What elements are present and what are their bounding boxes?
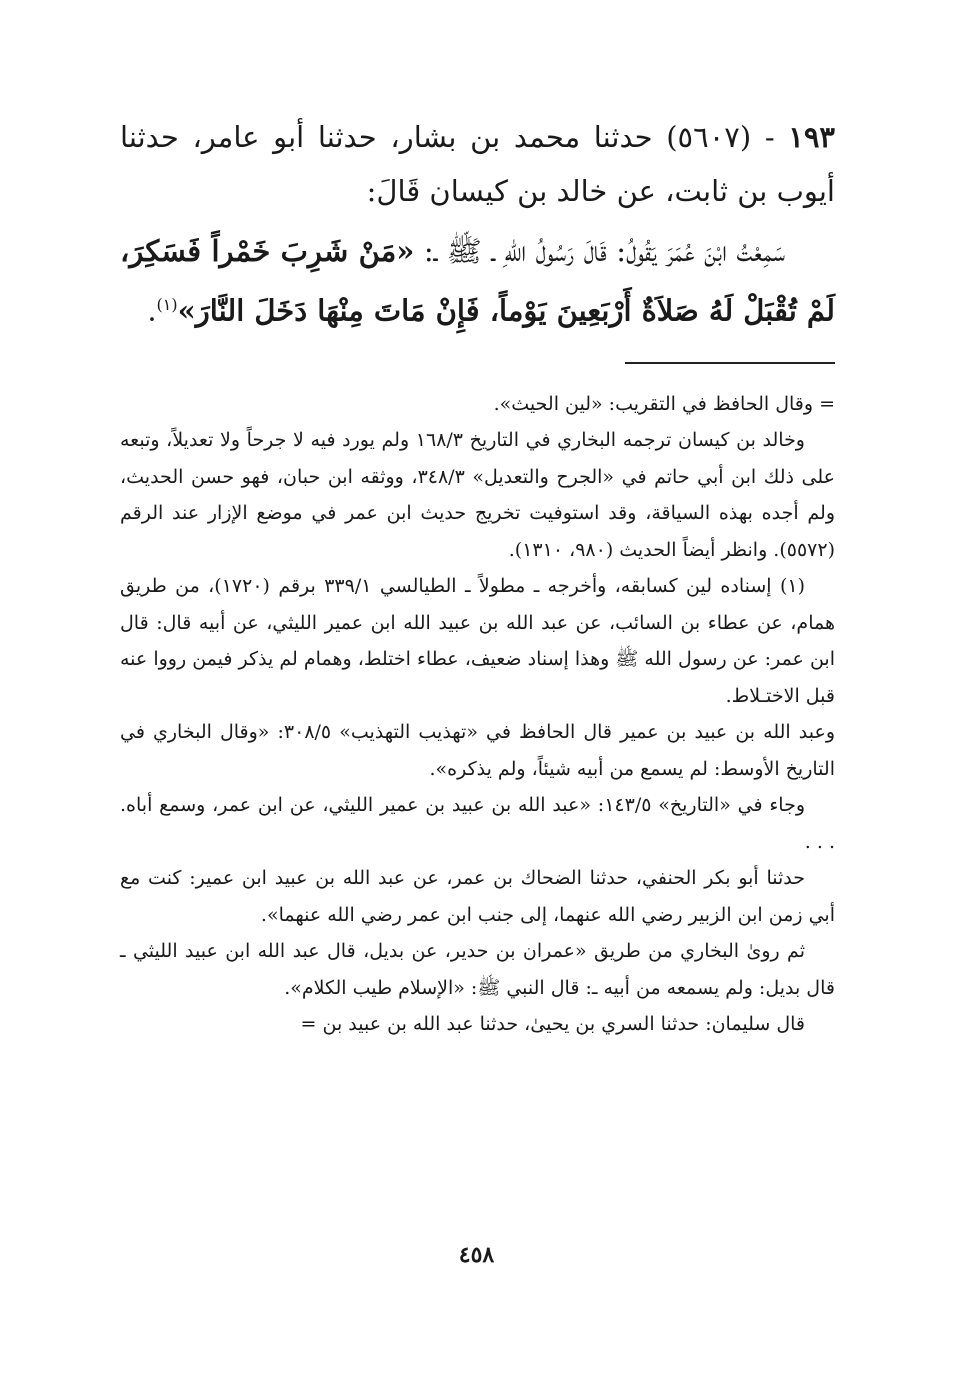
hadith-isnad: - (٥٦٠٧) حدثنا محمد بن بشار، حدثنا أبو عامر، حدثنا أيوب بن ثابت، عن خالد بن كيسان قَالَ: [120,120,835,208]
footnote-paragraph: قال سليمان: حدثنا السري بن يحيىٰ، حدثنا عبد الله بن عبيد بن = [300,1013,805,1036]
footnote-paragraph: وعبد الله بن عبيد بن عمير قال الحافظ في «تهذيب التهذيب» ٣٠٨/٥: «وقال البخاري في التاريخ الأوسط: لم يسمع من أبيه شيئاً، ولم يذكره». [120,721,835,780]
footnote-paragraph: حدثنا أبو بكر الحنفي، حدثنا الضحاك بن عمر، عن عبد الله بن عبيد ابن عمير: كنت مع أبي زمن ابن الزبير رضي الله عنهما، إلى جنب ابن عمر رضي الله عنهما». [120,867,835,926]
footnote-paragraph: وجاء في «التاريخ» ١٤٣/٥: «عبد الله بن عبيد بن عمير الليثي، عن ابن عمر، وسمع أباه. . . . [120,794,835,853]
hadith-intro: سَمِعْتُ ابْنَ عُمَرَ يَقُولُ: قَالَ رَسُولُ اللهِ ـ ﷺ ـ: [423,234,786,268]
page-number: ٤٥٨ [458,1242,495,1268]
hadith-isnad-paragraph [120,110,835,218]
footnote-paragraph: وخالد بن كيسان ترجمه البخاري في التاريخ ١٦٨/٣ ولم يورد فيه لا جرحاً ولا تعديلاً، وتبعه على ذلك ابن أبي حاتم في «الجرح والتعديل» ٣٤٨/٣، ووثقه ابن حبان، فهو حسن الحديث، ولم أجده بهذه السياقة، وقد استوفيت تخريج حديث ابن عمر في موضع الإزار عند الرقم (٥٥٧٢). وانظر أيضاً الحديث (٩٨٠، ١٣١٠). [120,429,835,561]
footnote-divider [625,362,835,364]
hadith-text-paragraph [120,224,835,338]
footnote-paragraph: = وقال الحافظ في التقريب: «لين الحيث». [493,392,835,415]
hadith-end: . [147,293,157,328]
footnotes-section [120,386,835,1043]
footnote-paragraph: ثم روىٰ البخاري من طريق «عمران بن حدير، عن بديل، قال عبد الله ابن عبيد الليثي ـ قال بديل: ولم يسمعه من أبيه ـ: قال النبي ﷺ: «الإسلام طيب الكلام». [120,940,835,999]
hadith-matn: «مَنْ شَرِبَ خَمْراً فَسَكِرَ، لَمْ تُقْبَلْ لَهُ صَلاَةٌ أَرْبَعِينَ يَوْماً، فَإِنْ مَاتَ مِنْهَا دَخَلَ النَّارَ» [120,234,835,328]
footnote-reference: (١) [156,295,178,314]
footnote-paragraph: (١) إسناده لين كسابقه، وأخرجه ـ مطولاً ـ الطيالسي ٣٣٩/١ برقم (١٧٢٠)، من طريق همام، عن عطاء بن السائب، عن عبد الله بن عبيد الله ابن عمير الليثي، عن أبيه قال: قال ابن عمر: عن رسول الله ﷺ وهذا إسناد ضعيف، عطاء اختلط، وهمام لم يذكر فيمن رووا عنه قبل الاختـلاط. [120,575,835,707]
page-content [120,110,835,1043]
hadith-number: ١٩٣ [788,120,836,154]
